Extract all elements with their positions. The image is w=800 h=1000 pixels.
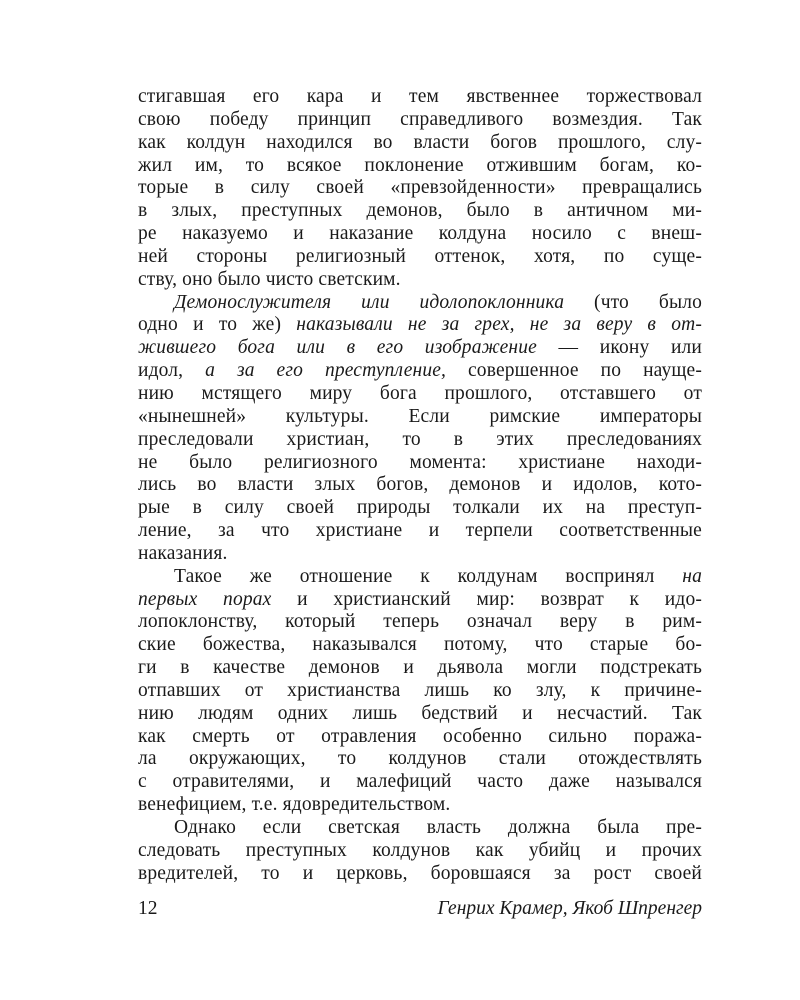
line-text: ней стороны религиозный оттенок, хотя, по суще-	[138, 245, 702, 267]
line-text: Однако если светская власть должна была пре-	[174, 817, 702, 838]
text-line	[138, 680, 702, 703]
text-line	[138, 657, 702, 680]
line-text: совершенное по наущe-	[446, 360, 702, 382]
line-text: ские божества, наказывался потому, что старые бо-	[138, 634, 702, 656]
line-text: наказания.	[138, 542, 228, 564]
text-line	[138, 292, 702, 315]
running-title: Генрих Крамер, Якоб Шпренгер	[437, 898, 702, 919]
line-text: ги в качестве демонов и дьявола могли подстрекать	[138, 657, 702, 679]
text-line	[138, 726, 702, 749]
italic-text: жившего бога или в его изображение	[138, 337, 537, 359]
text-line	[138, 863, 702, 886]
text-line	[138, 155, 702, 178]
italic-text: на	[682, 565, 702, 587]
text-line	[138, 520, 702, 543]
line-text: нию мстящего миру бога прошлого, отставшего от	[138, 382, 702, 404]
text-line	[138, 748, 702, 771]
text-line	[138, 246, 702, 269]
text-page	[138, 86, 702, 886]
line-text: нию людям одних лишь бедствий и несчастий. Так	[138, 702, 702, 724]
line-text: идол,	[138, 360, 206, 382]
line-text: в злых, преступных демонов, было в античном ми-	[138, 200, 702, 222]
italic-text: первых порах	[138, 588, 272, 610]
line-text: — икону или	[536, 337, 702, 359]
line-text: лись во власти злых богов, демонов и идолов, кото-	[138, 474, 702, 496]
text-line	[138, 269, 702, 292]
text-line	[138, 109, 702, 132]
line-text: отпавших от христианства лишь ко злу, к причине-	[138, 679, 702, 701]
line-text: (что было	[564, 291, 702, 313]
text-line	[138, 223, 702, 246]
text-line	[138, 497, 702, 520]
line-text: как колдун находился во власти богов прошлого, слу-	[138, 131, 702, 153]
text-line	[138, 452, 702, 475]
text-line	[138, 360, 702, 383]
text-line	[138, 566, 702, 589]
text-line	[138, 634, 702, 657]
line-text: стигавшая его кара и тем явственнее торжествовал	[138, 86, 702, 107]
text-line	[138, 314, 702, 337]
text-line	[138, 200, 702, 223]
line-text: венефицием, т.е. ядовредительством.	[138, 794, 451, 816]
line-text: свою победу принцип справедливого возмездия. Так	[138, 108, 702, 130]
italic-text: наказывали не за грех, не за веру в от-	[296, 314, 702, 336]
line-text: рые в силу своей природы толкали их на преступ-	[138, 497, 702, 519]
italic-text: Демонослужителя или идолопоклонника	[174, 291, 565, 313]
line-text: как смерть от отравления особенно сильно поража-	[138, 725, 702, 747]
line-text: с отравителями, и малефиций часто даже назывался	[138, 771, 702, 793]
text-line	[138, 406, 702, 429]
text-line	[138, 177, 702, 200]
line-text: Такое же отношение к колдунам воспринял	[174, 565, 683, 587]
line-text: «нынешней» культуры. Если римские императоры	[138, 405, 702, 427]
line-text: торые в силу своей «превзойденности» превращались	[138, 177, 702, 199]
text-line	[138, 132, 702, 155]
line-text: ству, оно было чисто светским.	[138, 268, 401, 290]
text-line	[138, 794, 702, 817]
line-text: и христианский мир: возврат к идо-	[271, 588, 703, 610]
text-line	[138, 474, 702, 497]
line-text: не было религиозного момента: христиане находи-	[138, 451, 702, 473]
line-text: одно и то же)	[138, 314, 297, 336]
line-text: лопоклонству, который теперь означал веру в рим-	[138, 611, 702, 633]
line-text: жил им, то всякое поклонение отжившим богам, ко-	[138, 154, 702, 176]
text-line	[138, 543, 702, 566]
page-footer	[138, 898, 702, 924]
line-text: ла окружающих, то колдунов стали отождествлять	[138, 748, 702, 770]
text-line	[138, 337, 702, 360]
text-line	[138, 611, 702, 634]
line-text: ре наказуемо и наказание колдуна носило с внеш-	[138, 223, 702, 245]
text-line	[138, 703, 702, 726]
line-text: следовать преступных колдунов как убийц и прочих	[138, 839, 702, 861]
text-line	[138, 589, 702, 612]
text-line	[138, 840, 702, 863]
line-text: вредителей, то и церковь, боровшаяся за рост своей	[138, 862, 702, 884]
text-line	[138, 86, 702, 109]
line-text: ление, за что христиане и терпели соответственные	[138, 520, 702, 542]
line-text: преследовали христиан, то в этих преследованиях	[138, 428, 702, 450]
text-line	[138, 771, 702, 794]
text-line	[138, 429, 702, 452]
text-line	[138, 383, 702, 406]
text-line	[138, 817, 702, 840]
page-number: 12	[138, 898, 158, 919]
italic-text: а за его преступление,	[205, 360, 447, 382]
